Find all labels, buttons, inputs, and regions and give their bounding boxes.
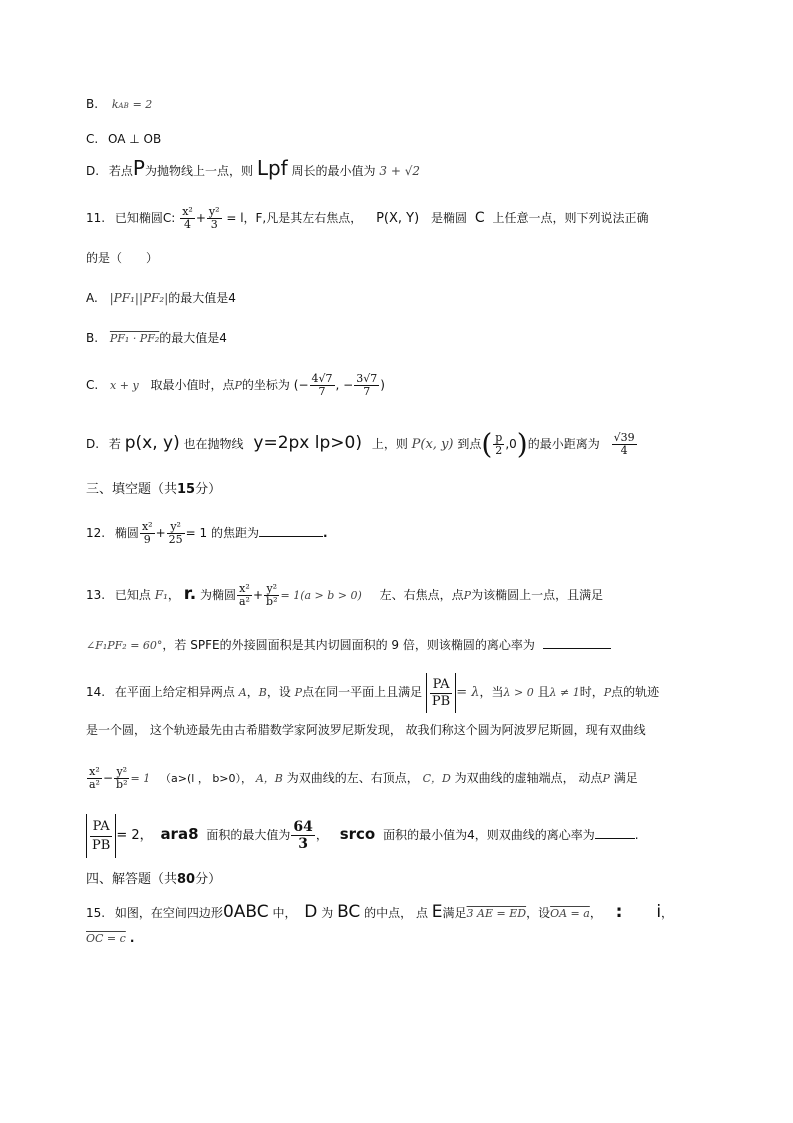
text: 点在同一平面上且满足	[302, 685, 423, 699]
answer-blank[interactable]	[595, 826, 635, 839]
text-large: P	[132, 156, 145, 180]
text: 周长的最小值为	[291, 164, 376, 178]
q11-option-b	[86, 330, 227, 347]
option-c-prev	[86, 131, 161, 147]
fraction	[493, 432, 504, 457]
text: 满足	[613, 771, 638, 785]
question-number: 14.	[86, 685, 106, 699]
text: 已知点	[114, 588, 151, 602]
math-expr: λ ≠ 1	[549, 686, 580, 699]
text: ，	[589, 906, 602, 920]
question-13: 13. 已知点 F₁， r. 为椭圆 $\frac{\text{x²}}{\text{a²}}$ + $\frac{\text{y²}}{\text{b²}}$ = 1(a > b > 0) 左、右焦点，点P为该椭圆上一点，且满足	[86, 582, 604, 608]
text: 的最小距离为	[527, 437, 600, 451]
text: ，	[315, 828, 328, 842]
frac-num: y²	[116, 765, 128, 778]
frac-num: 3√7	[356, 372, 378, 385]
text: 时，	[579, 685, 604, 699]
math-var: P	[234, 379, 242, 392]
plus: +	[195, 211, 206, 225]
text: 上，则	[371, 437, 408, 451]
text-large: y=2px lp>0)	[253, 433, 362, 453]
math-expr: x + y	[110, 379, 139, 392]
text: 为椭圆	[199, 588, 236, 602]
text: 是椭圆	[431, 211, 468, 225]
math-var: P	[294, 686, 303, 699]
frac-num: p	[495, 431, 503, 444]
section-title: 四、解答题（共	[86, 872, 178, 887]
option-label: C.	[86, 132, 99, 146]
abs-fraction	[86, 814, 116, 858]
question-11	[86, 206, 648, 231]
text-large: ara8	[160, 825, 199, 843]
frac-den: a²	[89, 778, 100, 791]
math-sub: AB	[118, 102, 129, 110]
math-expr: ∠F₁PF₂ = 60°	[86, 639, 163, 652]
text-large: 0ABC	[222, 902, 269, 922]
math-expr: = λ	[456, 685, 480, 700]
math-expr: P(x, y)	[411, 437, 454, 452]
q11-option-d: D. 若 p(x, y) 也在抛物线 y=2px lp>0) 上，则 P(x, y) 到点( $\frac{p}{2}$ ,0)的最小距离为 $\frac{√39}{4}$	[86, 427, 635, 461]
frac-den: 7	[354, 385, 379, 398]
fraction	[207, 206, 222, 231]
text: C	[474, 210, 485, 226]
section-tail: 分）	[195, 872, 222, 887]
fraction	[167, 521, 185, 546]
text: 是一个圆， 这个轨迹最先由古希腊数学家阿波罗尼斯发现， 故我们称这个圆为阿波罗尼斯圆，现有双曲线	[86, 723, 646, 737]
math-var: P	[603, 686, 612, 699]
option-text: OA ⊥ OB	[108, 132, 162, 146]
option-label: D.	[86, 164, 100, 178]
text: ，若 SPFE的外接圆面积是其内切圆面积的 9 倍，则该椭圆的离心率为	[162, 638, 535, 652]
math-var: P	[602, 772, 610, 785]
math-expr: λ > 0	[503, 686, 534, 699]
text: 为双曲线的虚轴端点， 动点	[454, 771, 603, 785]
math-var: A，B	[255, 772, 283, 785]
option-d-prev	[86, 156, 420, 180]
option-text: 的最大值是4	[159, 331, 227, 345]
text: 在平面上给定相异两点	[114, 685, 235, 699]
math-expr: |PF₁||PF₂|	[109, 291, 169, 305]
fraction	[90, 818, 112, 855]
option-label: A.	[86, 291, 98, 305]
text: 上任意一点，则下列说法正确	[492, 211, 649, 225]
section-tail: 分）	[195, 482, 222, 497]
math-expr: = 1(a > b > 0)	[280, 589, 362, 602]
question-12: 12. 椭圆 $\frac{\text{x²}}{9}$ + $\frac{\text{y²}}{25}$ = 1 的焦距为 .	[86, 520, 328, 546]
math-rhs: = 2	[132, 98, 153, 111]
answer-blank[interactable]	[259, 524, 323, 537]
fraction	[354, 373, 379, 398]
question-14-line4	[86, 812, 639, 858]
math-expr: = 2，	[116, 828, 153, 843]
math-expr: OC = c	[86, 932, 126, 945]
math-expr: = 1	[130, 772, 151, 785]
math-expr: k	[111, 98, 119, 111]
frac-den: 4	[612, 444, 637, 457]
section-points: 15	[177, 482, 196, 497]
frac-den: 9	[140, 533, 155, 546]
frac-num: √39	[613, 431, 635, 444]
fraction	[87, 766, 102, 791]
math-expr: OA = a	[550, 907, 590, 920]
option-label: B.	[86, 331, 99, 345]
question-number: 13.	[86, 588, 106, 602]
q11-option-c: C. x + y 取最小值时，点P的坐标为 (− $\frac{4√7}{7}$ , − $\frac{3√7}{7}$ )	[86, 372, 385, 398]
fraction	[140, 521, 155, 546]
frac-den: 2	[493, 444, 504, 457]
question-13-line2	[86, 636, 611, 654]
frac-num: y²	[170, 520, 181, 533]
section-4-heading	[86, 872, 221, 888]
frac-num: y²	[266, 582, 278, 595]
text: 为该椭圆上一点，且满足	[471, 588, 604, 602]
text: ，设	[266, 685, 291, 699]
fraction	[180, 206, 195, 231]
frac-den: 3	[291, 835, 314, 852]
frac-den: b²	[116, 778, 128, 791]
text-large: E	[431, 902, 443, 922]
text: 到点	[457, 437, 482, 451]
section-points: 80	[177, 872, 196, 887]
text: ,0	[505, 437, 517, 451]
frac-num: PA	[432, 676, 450, 692]
text: 面积的最大值为	[206, 828, 291, 842]
section-3-heading	[86, 482, 221, 498]
frac-num: x²	[141, 520, 153, 533]
frac-den: 4	[180, 218, 195, 231]
fraction	[264, 583, 279, 608]
frac-den: 25	[168, 533, 183, 546]
question-number: 12.	[86, 526, 106, 540]
frac-den: 7	[310, 385, 335, 398]
math-var: C，D	[422, 772, 451, 785]
fraction	[237, 583, 252, 608]
text: 若	[108, 437, 121, 451]
text: = 1 的焦距为	[185, 526, 259, 540]
text: 椭圆	[114, 526, 139, 540]
text: 若点	[108, 164, 133, 178]
text: 面积的最小值为4，则双曲线的离心率为	[383, 828, 595, 842]
text: 为	[321, 906, 334, 920]
text: ，	[661, 906, 674, 920]
frac-num: x²	[89, 765, 100, 778]
question-15-line2	[86, 930, 134, 947]
math-var: F₁	[154, 588, 168, 602]
question-11-line2	[86, 250, 158, 266]
text: 取最小值时，点	[150, 378, 235, 392]
text: 且	[537, 685, 550, 699]
math-var: P	[463, 589, 472, 602]
frac-num: 4√7	[311, 372, 333, 385]
frac-num: x²	[182, 205, 193, 218]
question-14-line3: $\frac{\text{x²}}{\text{a²}}$ − $\frac{\text{y²}}{\text{b²}}$ = 1 （a>(l ， b>0）， A，B 为双曲线的左、右顶点， C，D 为双曲线的虚轴端点， 动点P 满足	[89, 765, 638, 791]
option-label: C.	[86, 378, 99, 392]
text: 为抛物线上一点，则	[144, 164, 253, 178]
text-large: r.	[183, 584, 197, 604]
text: 满足	[442, 906, 467, 920]
option-text: 的最大值是4	[168, 291, 236, 305]
text: 已知椭圆C:	[114, 211, 176, 225]
frac-num: PA	[92, 818, 110, 834]
text: 为双曲线的左、右顶点，	[286, 771, 419, 785]
text: ，当	[479, 685, 504, 699]
question-14: 14. 在平面上给定相异两点 A，B，设 P点在同一平面上且满足 $\frac{PA}{PB}$ = λ，当λ > 0 且λ ≠ 1时，P点的轨迹	[86, 672, 659, 713]
question-14-line2	[86, 722, 646, 738]
text-large: i	[656, 902, 662, 922]
text: 中，	[272, 906, 297, 920]
math-value: 3 + √2	[379, 164, 420, 178]
frac-den: a²	[239, 595, 250, 608]
text-large: BC	[337, 902, 361, 922]
section-title: 三、填空题（共	[86, 482, 178, 497]
text-large: Lpf	[256, 156, 288, 180]
frac-den: b²	[266, 595, 278, 608]
frac-den: 3	[207, 218, 222, 231]
text-large: D	[304, 902, 318, 922]
text: = l，F,凡是其左右焦点，	[226, 211, 363, 225]
question-15	[86, 904, 673, 922]
text: 的坐标为	[241, 378, 290, 392]
abs-fraction	[426, 673, 456, 713]
option-b-prev	[86, 96, 152, 114]
option-label: D.	[86, 437, 100, 451]
fraction	[310, 373, 335, 398]
text: .	[129, 931, 135, 945]
text: 点的轨迹	[611, 685, 660, 699]
fraction	[612, 432, 637, 457]
text: 左、右焦点，点	[379, 588, 464, 602]
frac-num: x²	[239, 582, 250, 595]
q11-option-a	[86, 290, 236, 306]
answer-blank[interactable]	[543, 636, 611, 649]
text: .	[322, 526, 328, 540]
option-label: B.	[86, 97, 99, 111]
math-expr: PF₁ · PF₂	[109, 332, 160, 345]
text: 如图，在空间四边形	[114, 906, 223, 920]
text: P(X, Y)	[376, 211, 420, 226]
fraction	[430, 677, 452, 710]
question-number: 15.	[86, 906, 106, 920]
text: （a>(l ， b>0），	[160, 772, 253, 785]
text-large: srco	[339, 825, 376, 843]
fraction	[291, 819, 314, 852]
text-large: p(x, y)	[124, 433, 180, 453]
text: 也在抛物线	[183, 437, 244, 451]
fraction	[114, 766, 129, 791]
math-var: A	[238, 686, 247, 699]
math-var: B	[258, 686, 267, 699]
text: ，设	[526, 906, 551, 920]
text: .	[634, 828, 639, 842]
frac-num: 64	[293, 819, 313, 835]
frac-den: PB	[431, 693, 451, 709]
text: 的是（ ）	[86, 251, 159, 265]
question-number: 11.	[86, 211, 106, 225]
frac-num: y²	[208, 205, 220, 218]
text-large: :	[615, 902, 623, 922]
text: 的中点， 点	[364, 906, 428, 920]
frac-den: PB	[92, 837, 111, 853]
math-expr: 3 AE = ED	[466, 907, 527, 920]
